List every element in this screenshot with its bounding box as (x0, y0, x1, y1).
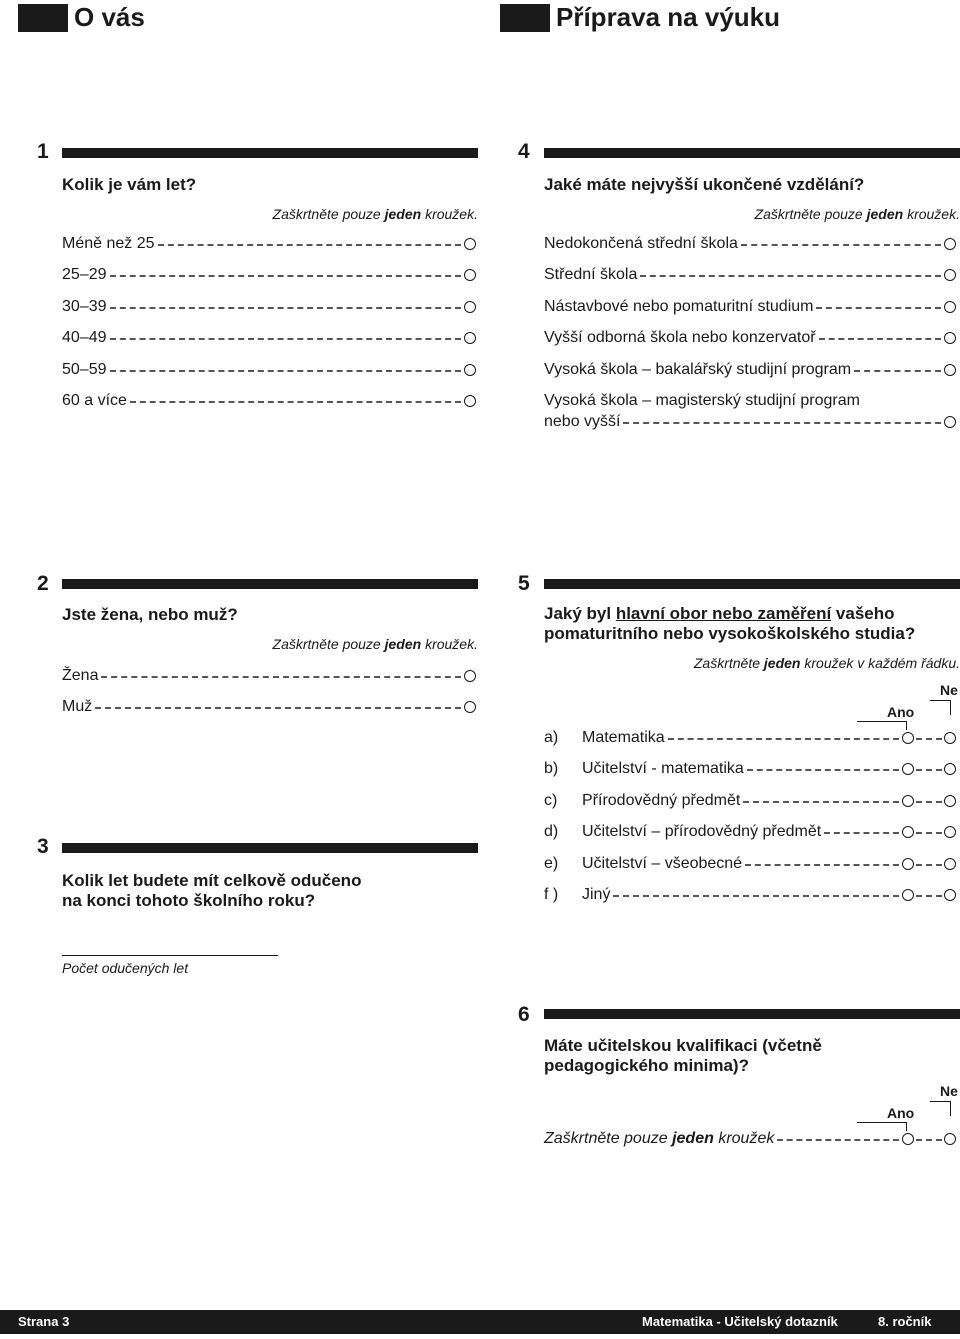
education-option[interactable] (544, 295, 956, 319)
instruction-4: Zaškrtněte pouze jeden kroužek. (754, 206, 960, 222)
radio-circle[interactable] (464, 332, 476, 344)
radio-yes[interactable] (902, 858, 914, 870)
gender-option[interactable] (62, 664, 476, 688)
column-no-label: Ne (940, 1083, 958, 1099)
leader-dashes (668, 738, 899, 740)
option-label: Matematika (582, 729, 665, 746)
radio-no[interactable] (944, 826, 956, 838)
radio-yes[interactable] (902, 795, 914, 807)
radio-no[interactable] (944, 889, 956, 901)
option-label: Učitelství – všeobecné (582, 854, 743, 872)
question-text-6-line-2: pedagogického minima)? (544, 1056, 749, 1075)
item-letter: f ) (544, 886, 559, 903)
section-title-right: Příprava na výuku (556, 2, 780, 32)
field-of-study-row[interactable] (544, 883, 956, 907)
question-number-4: 4 (518, 140, 530, 163)
column-yes-label: Ano (887, 1105, 915, 1121)
question-text-5-line-1: Jaký byl hlavní obor nebo zaměření vašeho (544, 604, 895, 623)
age-option[interactable] (62, 295, 476, 319)
question-text-3-line-2: na konci tohoto školního roku? (62, 891, 316, 910)
question-number-5: 5 (518, 572, 530, 595)
leader-dashes (110, 370, 462, 372)
option-label: Nástavbové nebo pomaturitní studium (544, 297, 814, 315)
leader-dashes (916, 1139, 942, 1141)
radio-yes[interactable] (902, 889, 914, 901)
question-bar-2 (62, 579, 478, 589)
page-number: Strana 3 (18, 1314, 70, 1329)
radio-circle[interactable] (944, 416, 956, 428)
option-label: Střední škola (544, 266, 638, 284)
item-letter: b) (544, 760, 559, 778)
leader-dashes (916, 832, 942, 834)
leader-dashes (613, 895, 899, 897)
question-number-3: 3 (37, 835, 49, 858)
age-option[interactable] (62, 326, 476, 350)
leader-dashes (101, 676, 461, 678)
radio-circle[interactable] (464, 364, 476, 376)
radio-no[interactable] (944, 732, 956, 744)
leader-dashes (743, 801, 899, 803)
option-label: Učitelství – přírodovědný předmět (582, 823, 822, 841)
radio-no[interactable] (944, 858, 956, 870)
question-text-5-line-2: pomaturitního nebo vysokoškolského studia? (544, 624, 916, 643)
option-label: Nedokončená střední škola (544, 235, 738, 252)
header-block-left (18, 4, 68, 32)
leader-dashes (916, 738, 942, 740)
question-bar-3 (62, 843, 478, 853)
option-label: 25–29 (62, 266, 107, 284)
question-text-3-line-1: Kolik let budete mít celkově odučeno (62, 871, 362, 890)
radio-yes[interactable] (902, 732, 914, 744)
field-of-study-row[interactable] (544, 820, 956, 844)
option-label: Učitelství - matematika (582, 760, 744, 778)
grade-label: 8. ročník (878, 1314, 932, 1329)
radio-circle[interactable] (464, 670, 476, 682)
leader-dashes (916, 895, 942, 897)
leader-dashes (158, 244, 461, 246)
leader-dashes (640, 275, 941, 277)
option-label: 60 a více (62, 392, 127, 409)
radio-yes[interactable] (902, 763, 914, 775)
question-number-1: 1 (37, 140, 49, 163)
field-of-study-row[interactable] (544, 852, 956, 876)
radio-circle[interactable] (944, 332, 956, 344)
leader-dashes (747, 769, 899, 771)
leader-dashes (130, 401, 461, 403)
option-label: Vysoká škola – bakalářský studijní program (544, 360, 852, 378)
instruction-1: Zaškrtněte pouze jeden kroužek. (272, 206, 478, 222)
radio-no[interactable] (944, 795, 956, 807)
radio-circle[interactable] (464, 395, 476, 407)
instruction-2: Zaškrtněte pouze jeden kroužek. (272, 636, 478, 652)
option-label: Vyšší odborná škola nebo konzervatoř (544, 329, 816, 347)
question-bar-5 (544, 579, 960, 589)
option-label: 30–39 (62, 297, 107, 315)
leader-dashes (916, 769, 942, 771)
radio-circle[interactable] (464, 701, 476, 713)
years-taught-input-line[interactable] (62, 955, 278, 956)
question-text-1: Kolik je vám let? (62, 175, 197, 194)
age-option[interactable] (62, 358, 476, 382)
leader-dashes (816, 307, 941, 309)
question-bar-6 (544, 1009, 960, 1019)
gender-option[interactable] (62, 695, 476, 719)
leader-dashes (623, 422, 941, 424)
header-block-right (500, 4, 550, 32)
item-letter: a) (544, 729, 559, 746)
question-number-2: 2 (37, 572, 49, 595)
question-bar-4 (544, 148, 960, 158)
leader-dashes (110, 307, 462, 309)
age-option[interactable] (62, 263, 476, 287)
field-of-study-row[interactable] (544, 726, 956, 750)
radio-circle[interactable] (944, 269, 956, 281)
question-text-4: Jaké máte nejvyšší ukončené vzdělání? (544, 175, 865, 194)
education-option-text: Vysoká škola – magisterský studijní program (544, 392, 860, 409)
page-footer (0, 1310, 960, 1334)
education-option[interactable] (544, 326, 956, 350)
option-label: Žena (62, 667, 99, 684)
education-option[interactable] (544, 358, 956, 382)
radio-circle[interactable] (464, 238, 476, 250)
radio-yes[interactable] (902, 826, 914, 838)
age-option[interactable] (62, 389, 476, 413)
questionnaire-name: Matematika - Učitelský dotazník (642, 1314, 838, 1329)
leader-dashes (824, 832, 899, 834)
option-label: Méně než 25 (62, 235, 155, 252)
column-no-bracket (930, 700, 951, 715)
option-label: 40–49 (62, 329, 107, 347)
item-letter: e) (544, 854, 559, 872)
education-option[interactable]: nebo vyšší (544, 410, 956, 434)
option-label: Přírodovědný předmět (582, 791, 741, 809)
instruction-5: Zaškrtněte jeden kroužek v každém řádku. (693, 655, 960, 671)
item-letter: c) (544, 791, 558, 809)
age-option[interactable] (62, 232, 476, 256)
radio-circle[interactable] (944, 238, 956, 250)
leader-dashes (110, 338, 462, 340)
leader-dashes (916, 801, 942, 803)
question-text-2: Jste žena, nebo muž? (62, 605, 238, 624)
section-title-left: O vás (74, 2, 145, 32)
question-text-6-line-1: Máte učitelskou kvalifikaci (včetně (544, 1036, 822, 1055)
question-bar-1 (62, 148, 478, 158)
leader-dashes (745, 864, 899, 866)
leader-dashes (95, 707, 461, 709)
option-label: Muž (62, 698, 93, 715)
leader-dashes (916, 864, 942, 866)
column-yes-label: Ano (887, 704, 915, 720)
column-no-bracket (930, 1101, 951, 1116)
option-label: Jiný (582, 886, 611, 903)
radio-circle[interactable] (944, 301, 956, 313)
field-of-study-row[interactable] (544, 789, 956, 813)
radio-no[interactable] (944, 1133, 956, 1145)
question-number-6: 6 (518, 1003, 530, 1026)
qualification-row[interactable]: Zaškrtněte pouze jeden kroužek (544, 1127, 956, 1151)
radio-no[interactable] (944, 763, 956, 775)
leader-dashes (110, 275, 462, 277)
leader-dashes (741, 244, 941, 246)
education-option[interactable] (544, 263, 956, 287)
column-no-label: Ne (940, 682, 958, 698)
radio-circle[interactable] (944, 364, 956, 376)
education-option[interactable] (544, 232, 956, 256)
item-letter: d) (544, 823, 559, 841)
option-label: 50–59 (62, 360, 107, 378)
leader-dashes (854, 370, 941, 372)
radio-circle[interactable] (464, 301, 476, 313)
field-of-study-row[interactable] (544, 757, 956, 781)
leader-dashes (777, 1139, 899, 1141)
radio-yes[interactable] (902, 1133, 914, 1145)
radio-circle[interactable] (464, 269, 476, 281)
years-taught-label: Počet odučených let (62, 960, 189, 976)
leader-dashes (819, 338, 941, 340)
